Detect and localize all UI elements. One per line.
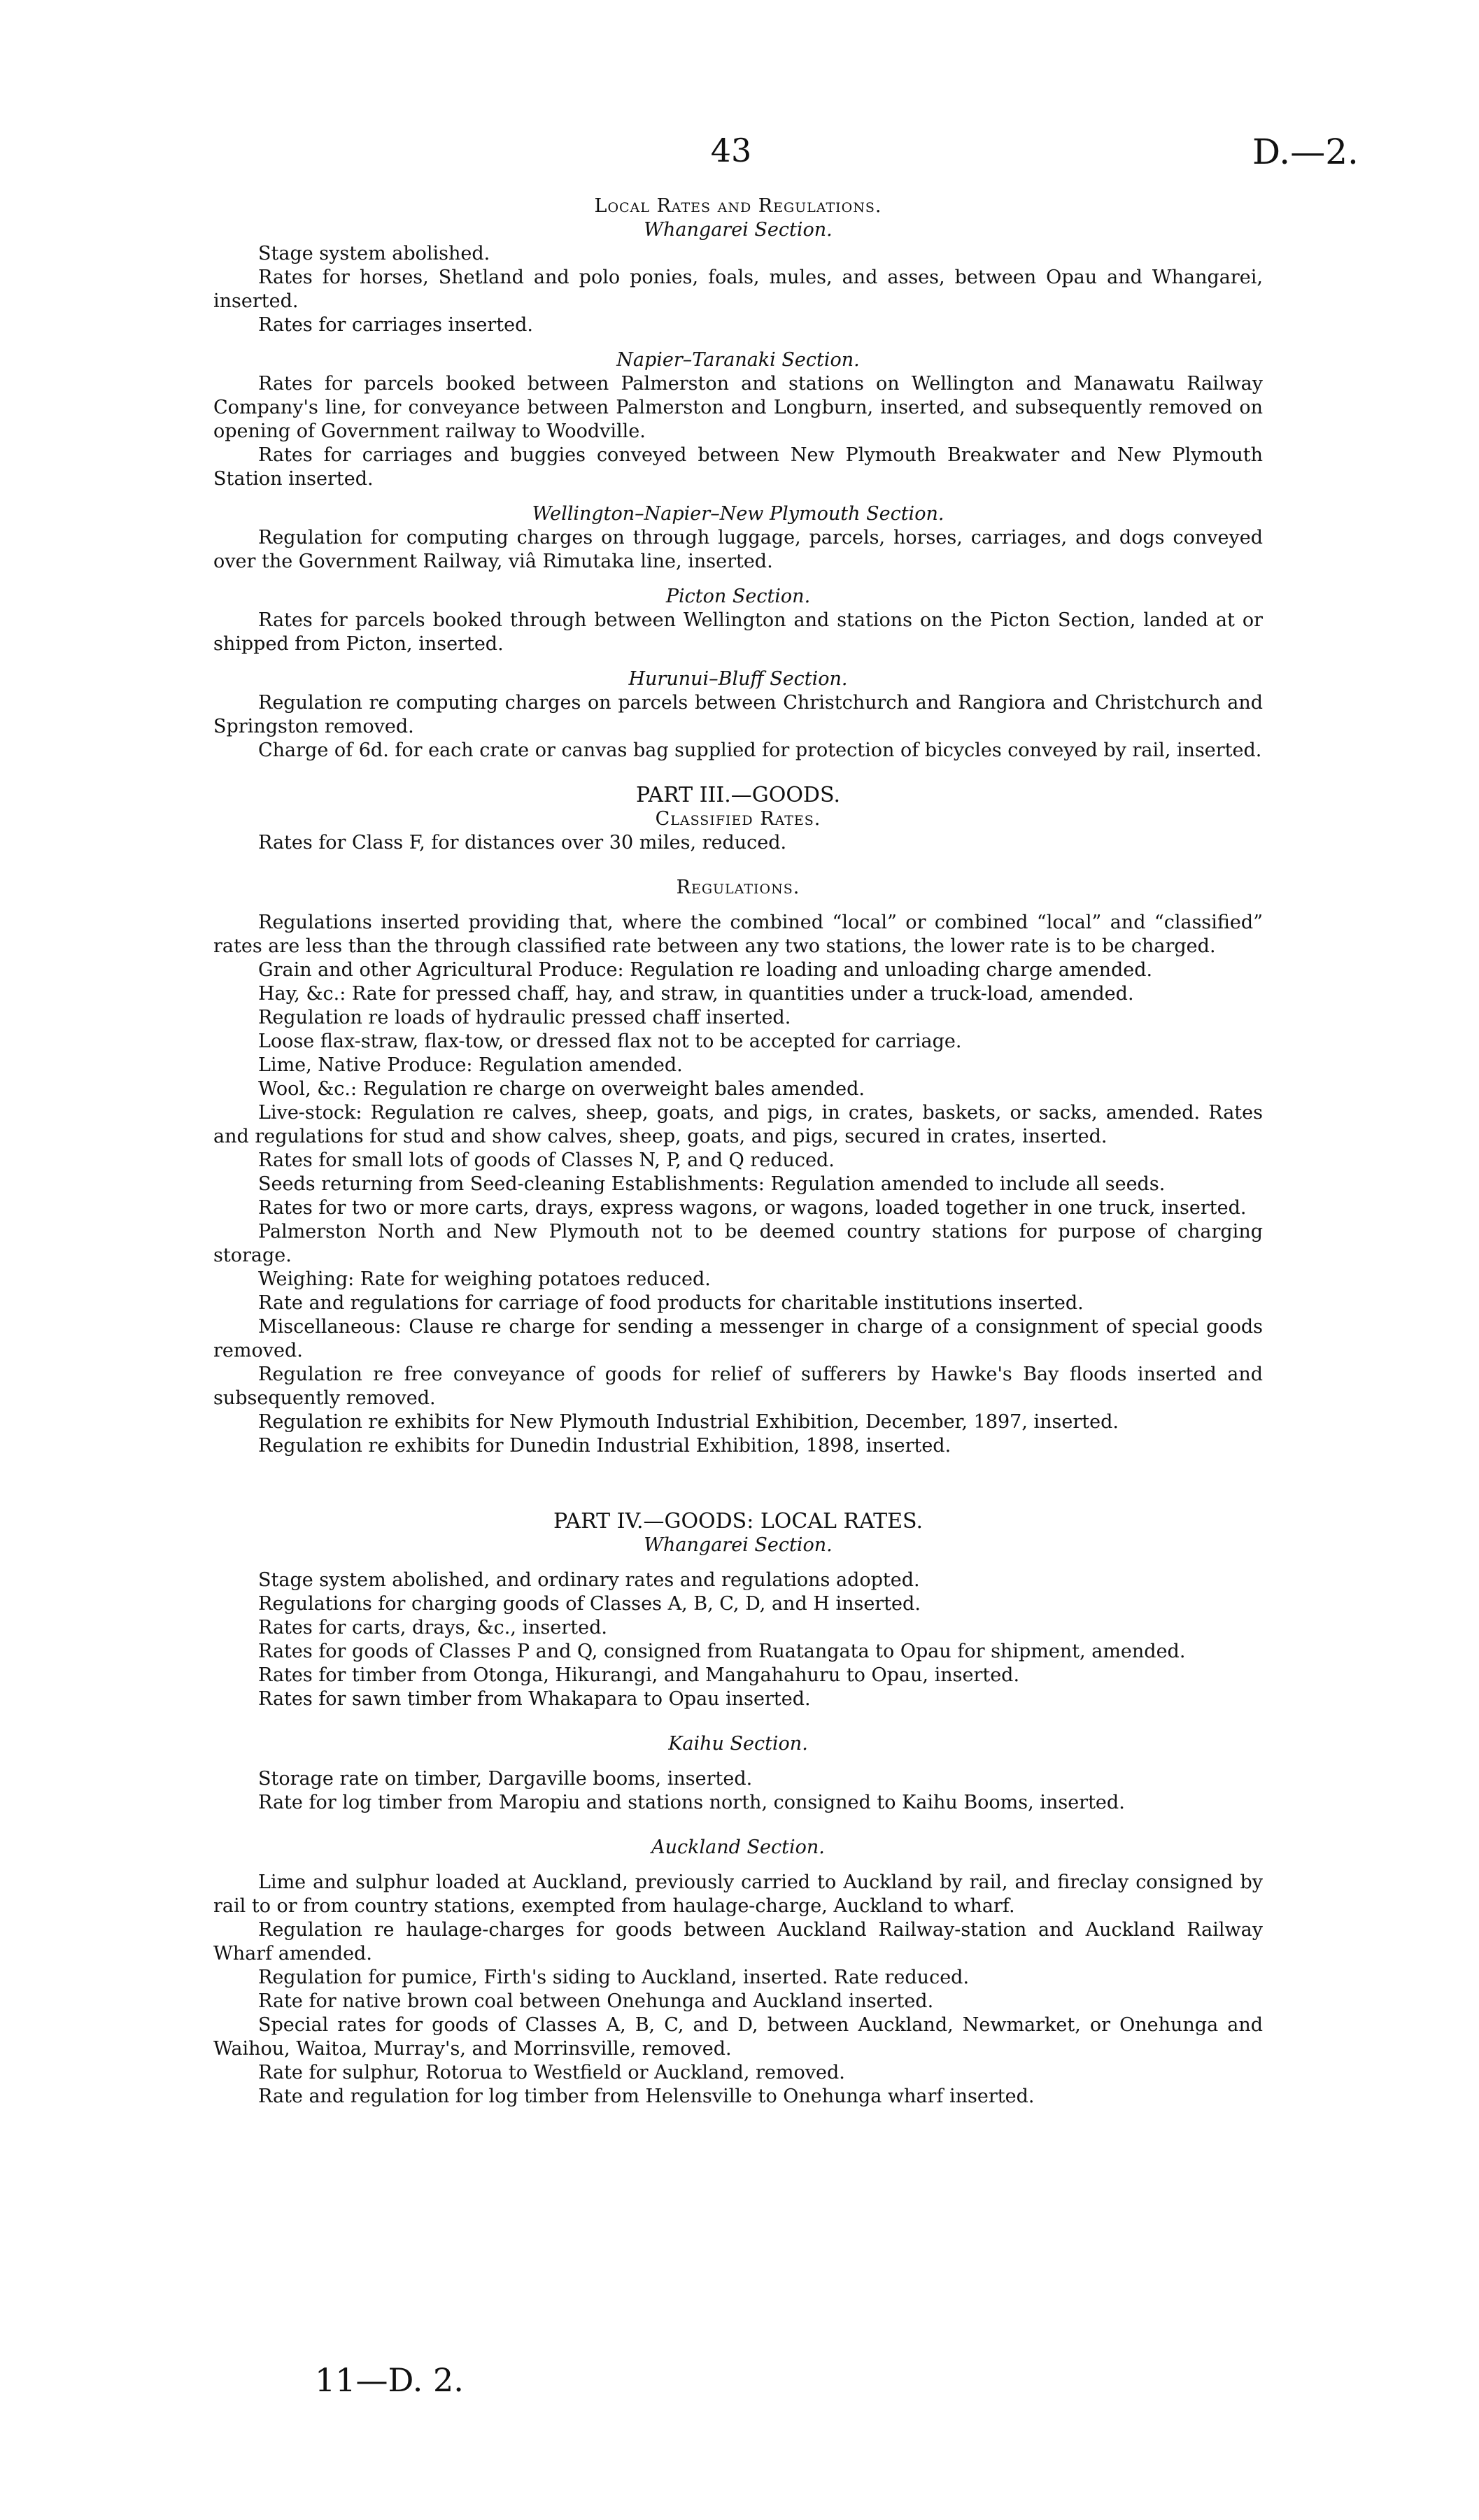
classified-rates-title: Classified Rates. <box>655 808 821 830</box>
signature-mark: 11—D. 2. <box>315 2361 464 2399</box>
paragraph: Storage rate on timber, Dargaville booms, inserted. <box>258 1768 753 1790</box>
local-rates-title: Local Rates and Regulations. <box>594 195 882 217</box>
regulation-item: Wool, &c.: Regulation re charge on overweight bales amended. <box>258 1078 865 1100</box>
paragraph: Rates for Class F, for distances over 30 miles, reduced. <box>258 832 787 854</box>
regulation-item: Palmerston North and New Plymouth not to be deemed country stations for purpose of charging storage. <box>213 1221 1263 1266</box>
paragraph: Rates for parcels booked through between Wellington and stations on the Picton Section, landed at or shipped from Picton, inserted. <box>213 609 1263 655</box>
regulation-item: Live-stock: Regulation re calves, sheep, goats, and pigs, in crates, baskets, or sacks, amended. Rates and regulations for stud and show calves, sheep, goats, and pigs, secured in crates, inserted. <box>213 1102 1263 1147</box>
paragraph: Charge of 6d. for each crate or canvas bag supplied for protection of bicycles conveyed by rail, inserted. <box>258 739 1262 761</box>
page-content <box>213 194 1263 2109</box>
paragraph: Rates for carts, drays, &c., inserted. <box>258 1617 607 1638</box>
paragraph: Regulation for pumice, Firth's siding to Auckland, inserted. Rate reduced. <box>258 1967 970 1988</box>
section-heading: Hurunui–Bluff Section. <box>628 668 848 690</box>
regulation-item: Regulations inserted providing that, where the combined “local” or combined “local” and “classified” rates are less than the through classified rate between any two stations, the lower rate is to be charged. <box>213 912 1263 957</box>
paragraph: Regulations for charging goods of Classes A, B, C, D, and H inserted. <box>258 1593 921 1615</box>
part-four-title: PART IV.—GOODS: LOCAL RATES. <box>553 1509 924 1534</box>
paragraph: Rate for native brown coal between Onehunga and Auckland inserted. <box>258 1990 934 2012</box>
regulation-item: Miscellaneous: Clause re charge for sending a messenger in charge of a consignment of special goods removed. <box>213 1316 1263 1361</box>
regulation-item: Regulation re free conveyance of goods for relief of sufferers by Hawke's Bay floods inserted and subsequently removed. <box>213 1364 1263 1409</box>
regulation-item: Loose flax-straw, flax-tow, or dressed flax not to be accepted for carriage. <box>258 1031 962 1052</box>
paragraph: Rate and regulation for log timber from Helensville to Onehunga wharf inserted. <box>258 2086 1035 2107</box>
section-heading: Kaihu Section. <box>668 1733 808 1755</box>
section-heading: Picton Section. <box>665 586 811 607</box>
part-three-title: PART III.—GOODS. <box>635 783 841 807</box>
paragraph: Stage system abolished, and ordinary rates and regulations adopted. <box>258 1569 920 1591</box>
regulation-item: Regulation re exhibits for Dunedin Industrial Exhibition, 1898, inserted. <box>258 1435 951 1457</box>
paragraph: Rates for carriages and buggies conveyed between New Plymouth Breakwater and New Plymouth Station inserted. <box>213 444 1263 490</box>
paragraph: Special rates for goods of Classes A, B, C, and D, between Auckland, Newmarket, or Onehunga and Waihou, Waitoa, Murray's, and Morrinsville, removed. <box>213 2014 1263 2060</box>
regulation-item: Rates for small lots of goods of Classes N, P, and Q reduced. <box>258 1149 835 1171</box>
paragraph: Regulation re computing charges on parcels between Christchurch and Rangiora and Christchurch and Springston removed. <box>213 692 1263 737</box>
regulation-item: Rate and regulations for carriage of food products for charitable institutions inserted. <box>258 1292 1084 1314</box>
paragraph: Lime and sulphur loaded at Auckland, previously carried to Auckland by rail, and fireclay consigned by rail to or from country stations, exempted from haulage-charge, Auckland to wharf. <box>213 1871 1263 1917</box>
paragraph: Regulation for computing charges on through luggage, parcels, horses, carriages, and dogs conveyed over the Government Railway, viâ Rimutaka line, inserted. <box>213 527 1263 572</box>
paragraph: Rates for sawn timber from Whakapara to Opau inserted. <box>258 1688 811 1710</box>
section-heading: Whangarei Section. <box>644 219 833 241</box>
regulation-item: Hay, &c.: Rate for pressed chaff, hay, and straw, in quantities under a truck-load, amended. <box>258 983 1134 1005</box>
regulations-title: Regulations. <box>676 877 800 898</box>
section-heading: Napier–Taranaki Section. <box>616 349 860 371</box>
regulation-item: Regulation re exhibits for New Plymouth Industrial Exhibition, December, 1897, inserted. <box>258 1411 1119 1433</box>
section-heading: Wellington–Napier–New Plymouth Section. <box>532 503 944 525</box>
regulation-item: Lime, Native Produce: Regulation amended. <box>258 1054 683 1076</box>
page-number: 43 <box>710 132 752 169</box>
regulation-item: Regulation re loads of hydraulic pressed chaff inserted. <box>258 1007 791 1028</box>
regulation-item: Rates for two or more carts, drays, express wagons, or wagons, loaded together in one truck, inserted. <box>258 1197 1247 1219</box>
regulation-item: Grain and other Agricultural Produce: Regulation re loading and unloading charge amended. <box>258 959 1153 981</box>
section-heading: Auckland Section. <box>651 1836 825 1858</box>
paragraph: Regulation re haulage-charges for goods between Auckland Railway-station and Auckland Railway Wharf amended. <box>213 1919 1263 1965</box>
paragraph: Rates for horses, Shetland and polo ponies, foals, mules, and asses, between Opau and Whangarei, inserted. <box>213 267 1263 312</box>
paragraph: Rate for log timber from Maropiu and stations north, consigned to Kaihu Booms, inserted. <box>258 1792 1125 1813</box>
regulation-item: Weighing: Rate for weighing potatoes reduced. <box>258 1268 711 1290</box>
regulation-item: Seeds returning from Seed-cleaning Establishments: Regulation amended to include all seeds. <box>258 1173 1166 1195</box>
document-reference: D.—2. <box>1252 132 1359 172</box>
section-heading: Whangarei Section. <box>644 1534 833 1556</box>
paragraph: Rate for sulphur, Rotorua to Westfield or Auckland, removed. <box>258 2062 845 2083</box>
paragraph: Stage system abolished. <box>258 243 490 264</box>
paragraph: Rates for carriages inserted. <box>258 314 533 336</box>
paragraph: Rates for timber from Otonga, Hikurangi, and Mangahahuru to Opau, inserted. <box>258 1664 1020 1686</box>
paragraph: Rates for parcels booked between Palmerston and stations on Wellington and Manawatu Railway Company's line, for conveyance between Palmerston and Longburn, inserted, and subsequently removed on opening of Government railway to Woodville. <box>213 373 1263 442</box>
paragraph: Rates for goods of Classes P and Q, consigned from Ruatangata to Opau for shipment, amended. <box>258 1641 1186 1662</box>
